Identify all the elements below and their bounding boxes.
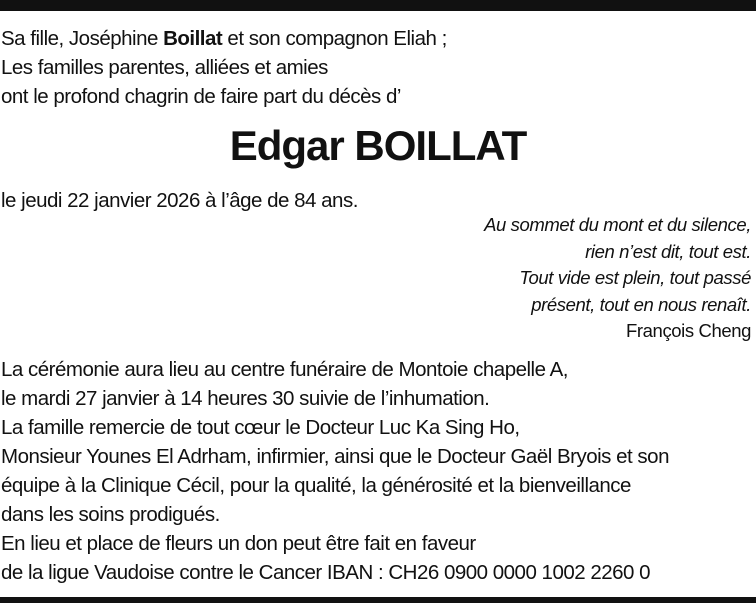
intro-line-2: Les familles parentes, alliées et amies [1, 56, 328, 79]
quote-block [484, 212, 751, 345]
quote-line-3: Tout vide est plein, tout passé [519, 267, 751, 288]
deceased-name-heading: Edgar BOILLAT [229, 122, 527, 169]
quote-line-4: présent, tout en nous renaît. [531, 293, 751, 315]
intro-line-1-bold-surname: Boillat [163, 27, 223, 50]
quote-line-1: Au sommet du mont et du silence, [484, 214, 751, 235]
details-line-6: dans les soins prodigués. [1, 503, 220, 526]
details-line-7: En lieu et place de fleurs un don peut être fait en faveur [1, 532, 476, 555]
intro-line-3: ont le profond chagrin de faire part du décès d’ [1, 85, 401, 108]
quote-line-2: rien n’est dit, tout est. [585, 240, 751, 262]
ceremony-details-paragraph [1, 355, 669, 587]
intro-line-1-after: et son compagnon Eliah ; [222, 27, 447, 50]
bottom-border-rule [0, 597, 756, 603]
details-line-5: équipe à la Clinique Cécil, pour la qualité, la générosité et la bienveillance [1, 474, 631, 497]
intro-line-1-before: Sa fille, Joséphine [1, 27, 164, 50]
details-line-1: La cérémonie aura lieu au centre funéraire de Montoie chapelle A, [1, 358, 568, 381]
details-line-3: La famille remercie de tout cœur le Docteur Luc Ka Sing Ho, [1, 416, 520, 439]
intro-line-1 [1, 24, 447, 53]
quote-author: François Cheng [626, 320, 751, 341]
details-line-2: le mardi 27 janvier à 14 heures 30 suivie de l’inhumation. [1, 387, 490, 410]
intro-paragraph [1, 24, 447, 111]
details-line-4: Monsieur Younes El Adrham, infirmier, ainsi que le Docteur Gaël Bryois et son [1, 445, 669, 468]
death-notice-line: le jeudi 22 janvier 2026 à l’âge de 84 ans. [1, 189, 358, 212]
details-line-8: de la ligue Vaudoise contre le Cancer IBAN : CH26 0900 0000 1002 2260 0 [1, 561, 651, 584]
top-border-rule [0, 0, 756, 11]
